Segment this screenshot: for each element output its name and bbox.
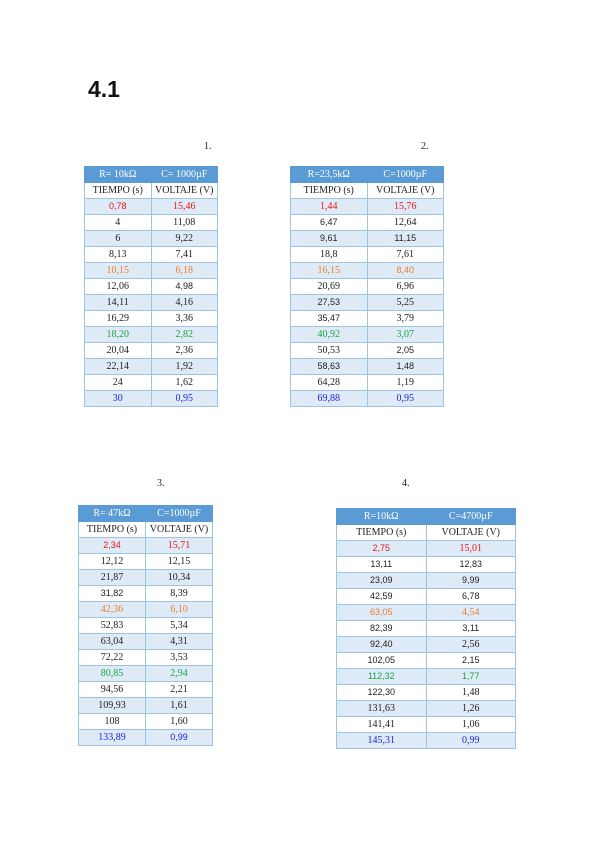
voltage-cell: 1,06 (426, 717, 516, 733)
time-cell: 31,82 (79, 586, 146, 602)
table-row (79, 730, 213, 746)
table-4-number: 4. (402, 478, 410, 489)
table-row (291, 279, 444, 295)
table-row (79, 570, 213, 586)
time-cell: 133,89 (79, 730, 146, 746)
table-row (291, 263, 444, 279)
time-cell: 1,44 (291, 199, 368, 215)
voltage-column-header: VOLTAJE (V) (367, 183, 444, 199)
voltage-cell: 3,36 (151, 311, 218, 327)
table-row (291, 327, 444, 343)
table-row (79, 634, 213, 650)
voltage-cell: 2,05 (367, 343, 444, 359)
data-table-3 (78, 505, 213, 746)
table-row (79, 618, 213, 634)
table-row (337, 637, 516, 653)
voltage-cell: 1,48 (367, 359, 444, 375)
capacitance-header: C=4700µF (426, 509, 516, 525)
voltage-cell: 12,83 (426, 557, 516, 573)
table-row (337, 557, 516, 573)
voltage-cell: 2,21 (146, 682, 213, 698)
table-row (79, 538, 213, 554)
table-row (337, 733, 516, 749)
table-row (337, 669, 516, 685)
time-cell: 92,40 (337, 637, 427, 653)
voltage-cell: 5,34 (146, 618, 213, 634)
table-row (337, 701, 516, 717)
voltage-cell: 0,95 (367, 391, 444, 407)
table-row (291, 359, 444, 375)
table-row (79, 698, 213, 714)
table-1-number: 1. (204, 141, 212, 152)
time-cell: 94,56 (79, 682, 146, 698)
table-row (85, 311, 218, 327)
table-row (291, 247, 444, 263)
table-row (79, 586, 213, 602)
time-cell: 4 (85, 215, 152, 231)
time-column-header: TIEMPO (s) (85, 183, 152, 199)
voltage-cell: 1,60 (146, 714, 213, 730)
time-cell: 21,87 (79, 570, 146, 586)
time-cell: 2,34 (79, 538, 146, 554)
resistance-header: R=23,5kΩ (291, 167, 368, 183)
voltage-cell: 11,08 (151, 215, 218, 231)
voltage-column-header: VOLTAJE (V) (426, 525, 516, 541)
capacitance-header: C=1000µF (146, 506, 213, 522)
voltage-cell: 15,76 (367, 199, 444, 215)
voltage-cell: 1,48 (426, 685, 516, 701)
voltage-cell: 2,82 (151, 327, 218, 343)
table-row (85, 279, 218, 295)
time-cell: 82,39 (337, 621, 427, 637)
time-cell: 18,20 (85, 327, 152, 343)
time-column-header: TIEMPO (s) (291, 183, 368, 199)
time-cell: 22,14 (85, 359, 152, 375)
time-cell: 12,06 (85, 279, 152, 295)
voltage-cell: 4,98 (151, 279, 218, 295)
voltage-cell: 4,16 (151, 295, 218, 311)
voltage-cell: 4,31 (146, 634, 213, 650)
time-cell: 16,29 (85, 311, 152, 327)
time-cell: 69,88 (291, 391, 368, 407)
voltage-cell: 15,46 (151, 199, 218, 215)
table-row (79, 666, 213, 682)
voltage-cell: 7,61 (367, 247, 444, 263)
voltage-cell: 6,18 (151, 263, 218, 279)
time-cell: 12,12 (79, 554, 146, 570)
column-header-row (337, 525, 516, 541)
table-row (337, 621, 516, 637)
time-cell: 52,83 (79, 618, 146, 634)
voltage-cell: 0,99 (426, 733, 516, 749)
voltage-cell: 1,92 (151, 359, 218, 375)
time-cell: 64,28 (291, 375, 368, 391)
voltage-cell: 3,53 (146, 650, 213, 666)
voltage-cell: 2,94 (146, 666, 213, 682)
time-cell: 122,30 (337, 685, 427, 701)
voltage-cell: 3,79 (367, 311, 444, 327)
time-cell: 20,04 (85, 343, 152, 359)
table-row (291, 199, 444, 215)
table-header-row (85, 167, 218, 183)
time-cell: 23,09 (337, 573, 427, 589)
voltage-cell: 1,61 (146, 698, 213, 714)
voltage-cell: 5,25 (367, 295, 444, 311)
voltage-cell: 6,78 (426, 589, 516, 605)
resistance-header: R=10kΩ (337, 509, 427, 525)
data-table-2 (290, 166, 444, 407)
time-cell: 20,69 (291, 279, 368, 295)
table-row (79, 682, 213, 698)
voltage-cell: 3,11 (426, 621, 516, 637)
table-row (79, 554, 213, 570)
table-2-number: 2. (421, 141, 429, 152)
time-cell: 131,63 (337, 701, 427, 717)
table-row (337, 717, 516, 733)
voltage-column-header: VOLTAJE (V) (146, 522, 213, 538)
table-3-number: 3. (157, 478, 165, 489)
voltage-cell: 9,22 (151, 231, 218, 247)
time-cell: 30 (85, 391, 152, 407)
table-row (85, 391, 218, 407)
voltage-cell: 1,62 (151, 375, 218, 391)
voltage-cell: 7,41 (151, 247, 218, 263)
data-table-1 (84, 166, 218, 407)
time-cell: 42,36 (79, 602, 146, 618)
time-cell: 6,47 (291, 215, 368, 231)
table-row (85, 295, 218, 311)
voltage-cell: 1,26 (426, 701, 516, 717)
voltage-cell: 6,10 (146, 602, 213, 618)
voltage-column-header: VOLTAJE (V) (151, 183, 218, 199)
voltage-cell: 2,15 (426, 653, 516, 669)
voltage-cell: 8,40 (367, 263, 444, 279)
time-cell: 2,75 (337, 541, 427, 557)
time-cell: 102,05 (337, 653, 427, 669)
data-table-4 (336, 508, 516, 749)
table-row (291, 343, 444, 359)
time-cell: 0,78 (85, 199, 152, 215)
table-row (291, 231, 444, 247)
table-row (337, 653, 516, 669)
time-cell: 14,11 (85, 295, 152, 311)
voltage-cell: 12,64 (367, 215, 444, 231)
table-header-row (291, 167, 444, 183)
time-cell: 50,53 (291, 343, 368, 359)
voltage-cell: 0,95 (151, 391, 218, 407)
voltage-cell: 6,96 (367, 279, 444, 295)
time-cell: 6 (85, 231, 152, 247)
time-cell: 13,11 (337, 557, 427, 573)
time-cell: 112,32 (337, 669, 427, 685)
time-cell: 141,41 (337, 717, 427, 733)
capacitance-header: C= 1000µF (151, 167, 218, 183)
time-cell: 42,59 (337, 589, 427, 605)
table-row (85, 327, 218, 343)
table-row (85, 247, 218, 263)
table-row (85, 343, 218, 359)
voltage-cell: 1,77 (426, 669, 516, 685)
voltage-cell: 12,15 (146, 554, 213, 570)
voltage-cell: 3,07 (367, 327, 444, 343)
voltage-cell: 2,36 (151, 343, 218, 359)
table-row (291, 215, 444, 231)
time-cell: 8,13 (85, 247, 152, 263)
time-cell: 40,92 (291, 327, 368, 343)
time-cell: 145,31 (337, 733, 427, 749)
time-column-header: TIEMPO (s) (79, 522, 146, 538)
table-row (291, 311, 444, 327)
voltage-cell: 4,54 (426, 605, 516, 621)
table-row (85, 215, 218, 231)
table-row (85, 263, 218, 279)
time-cell: 18,8 (291, 247, 368, 263)
section-heading: 4.1 (88, 76, 120, 102)
table-row (337, 573, 516, 589)
resistance-header: R= 47kΩ (79, 506, 146, 522)
table-row (337, 605, 516, 621)
time-cell: 109,93 (79, 698, 146, 714)
table-row (337, 685, 516, 701)
voltage-cell: 11,15 (367, 231, 444, 247)
table-header-row (337, 509, 516, 525)
voltage-cell: 15,71 (146, 538, 213, 554)
time-cell: 27,53 (291, 295, 368, 311)
table-row (79, 602, 213, 618)
voltage-cell: 9,99 (426, 573, 516, 589)
table-row (79, 714, 213, 730)
voltage-cell: 0,99 (146, 730, 213, 746)
column-header-row (85, 183, 218, 199)
capacitance-header: C=1000µF (367, 167, 444, 183)
table-row (85, 359, 218, 375)
table-row (85, 231, 218, 247)
resistance-header: R= 10kΩ (85, 167, 152, 183)
time-column-header: TIEMPO (s) (337, 525, 427, 541)
time-cell: 63,04 (79, 634, 146, 650)
voltage-cell: 8,39 (146, 586, 213, 602)
time-cell: 35,47 (291, 311, 368, 327)
table-row (337, 541, 516, 557)
table-row (85, 199, 218, 215)
table-header-row (79, 506, 213, 522)
column-header-row (291, 183, 444, 199)
time-cell: 80,85 (79, 666, 146, 682)
column-header-row (79, 522, 213, 538)
table-row (291, 295, 444, 311)
voltage-cell: 2,56 (426, 637, 516, 653)
time-cell: 9,61 (291, 231, 368, 247)
time-cell: 108 (79, 714, 146, 730)
time-cell: 24 (85, 375, 152, 391)
time-cell: 10,15 (85, 263, 152, 279)
voltage-cell: 15,01 (426, 541, 516, 557)
time-cell: 72,22 (79, 650, 146, 666)
time-cell: 58,63 (291, 359, 368, 375)
voltage-cell: 1,19 (367, 375, 444, 391)
time-cell: 63,05 (337, 605, 427, 621)
table-row (79, 650, 213, 666)
voltage-cell: 10,34 (146, 570, 213, 586)
table-row (337, 589, 516, 605)
table-row (291, 391, 444, 407)
table-row (85, 375, 218, 391)
time-cell: 16,15 (291, 263, 368, 279)
table-row (291, 375, 444, 391)
